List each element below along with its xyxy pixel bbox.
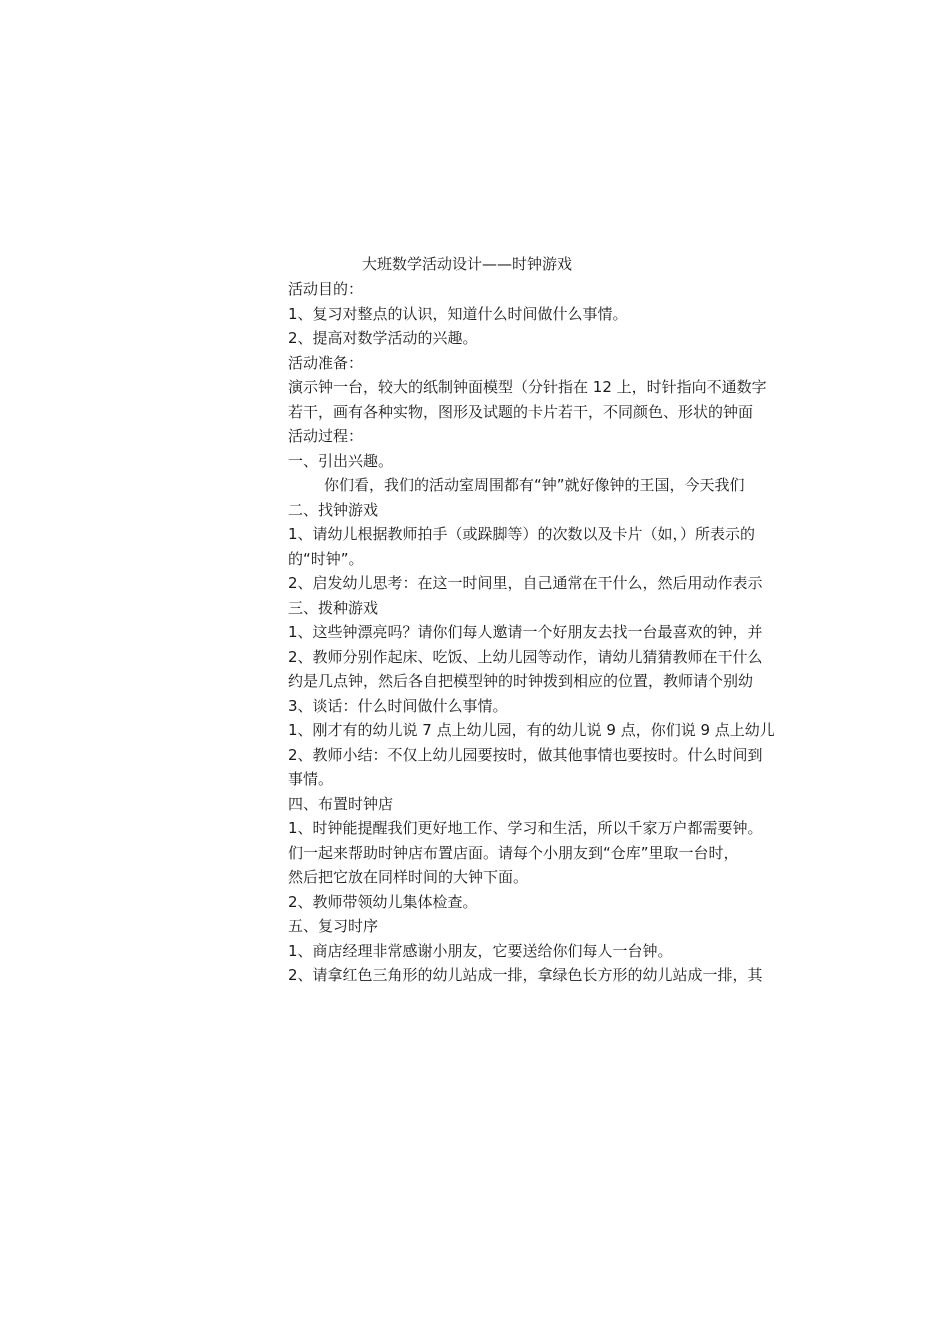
text-line: 们一起来帮助时钟店布置店面。请每个小朋友到“仓库”里取一台时， [288,843,739,862]
text-line: 1、刚才有的幼儿说 7 点上幼儿园，有的幼儿说 9 点，你们说 9 点上幼儿 [288,721,775,739]
text-line: 1、时钟能提醒我们更好地工作、学习和生活，所以千家万户都需要钟。 [288,819,763,837]
text-line: 2、教师带领幼儿集体检查。 [288,892,478,911]
step-heading: 二、找钟游戏 [288,500,379,519]
section-heading-process: 活动过程： [288,427,364,445]
text-line: 然后把它放在同样时间的大钟下面。 [288,868,529,886]
text-line: 2、提高对数学活动的兴趣。 [288,329,478,347]
section-heading-preparation: 活动准备： [288,353,364,372]
step-heading: 一、引出兴趣。 [288,451,394,470]
text-line-indented: 你们看，我们的活动室周围都有“钟”就好像钟的王国，今天我们 [324,476,745,494]
step-heading: 三、拨种游戏 [288,598,379,617]
document-title: 大班数学活动设计——时钟游戏 [362,255,573,273]
text-line: 事情。 [288,770,334,788]
text-line: 约是几点钟，然后各自把模型钟的时钟拨到相应的位置，教师请个别幼 [288,672,754,690]
section-heading-objectives: 活动目的： [288,280,364,298]
text-line: 2、教师分别作起床、吃饭、上幼儿园等动作，请幼儿猜猜教师在干什么 [288,647,763,666]
text-line: 演示钟一台，较大的纸制钟面模型（分针指在 12 上，时针指向不通数字 [288,378,767,396]
text-line: 3、谈话：什么时间做什么事情。 [288,696,508,715]
text-line: 2、教师小结：不仅上幼儿园要按时，做其他事情也要按时。什么时间到 [288,745,763,764]
text-line: 1、这些钟漂亮吗？请你们每人邀请一个好朋友去找一台最喜欢的钟，并 [288,623,763,641]
step-heading: 五、复习时序 [288,917,379,935]
text-line: 1、复习对整点的认识，知道什么时间做什么事情。 [288,304,628,323]
text-line: 若干，画有各种实物，图形及试题的卡片若干，不同颜色、形状的钟面 [288,402,754,421]
text-line: 的“时钟”。 [288,549,364,568]
text-line: 1、商店经理非常感谢小朋友，它要送给你们每人一台钟。 [288,941,673,960]
text-line: 2、启发幼儿思考：在这一时间里，自己通常在干什么，然后用动作表示 [288,574,763,592]
document-body [288,277,808,988]
text-line: 2、请拿红色三角形的幼儿站成一排，拿绿色长方形的幼儿站成一排，其 [288,966,763,984]
text-line: 1、请幼儿根据教师拍手（或跺脚等）的次数以及卡片（如，）所表示的 [288,525,756,543]
step-heading: 四、布置时钟店 [288,794,394,813]
